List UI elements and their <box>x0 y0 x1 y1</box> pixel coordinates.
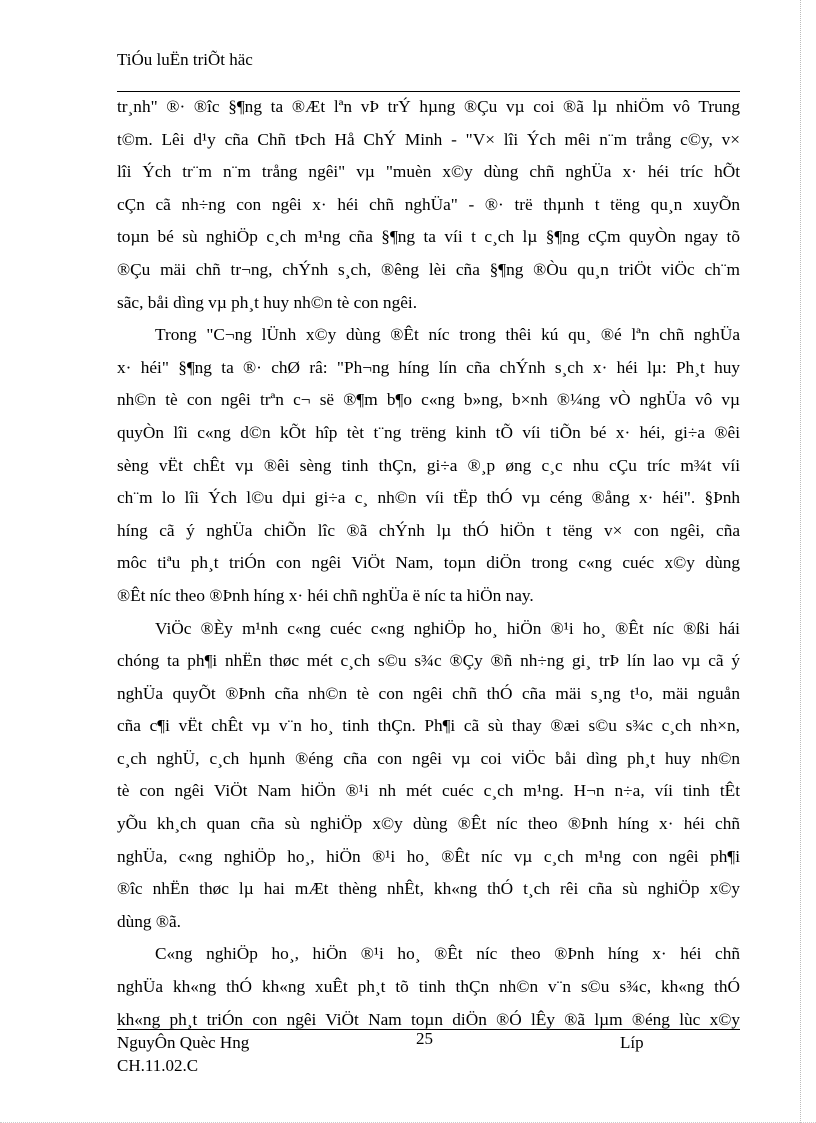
text-line: sãc, båi dìng vµ ph¸t huy nh©n tè con ngêi. <box>117 292 418 312</box>
footer-class-label: Líp <box>620 1033 644 1052</box>
text-line: ®Êt níc theo ®Þnh híng x· héi chñ nghÜa ë níc ta hiÖn nay. <box>117 585 534 605</box>
text-line: x· héi" §¶ng ta ®· chØ râ: "Ph¬ng híng lín cña chÝnh s¸ch x· héi lµ: Ph¸t huy <box>117 357 740 377</box>
text-line: c¸ch nghÜ, c¸ch hµnh ®éng cña con ngêi vµ coi viÖc båi dìng ph¸t huy nh©n <box>117 748 740 768</box>
text-line: ch¨m lo lîi Ých l©u dµi gi÷a c¸ nh©n víi tËp thÓ vµ céng ®ång x· héi". §Þnh <box>117 488 740 508</box>
footer-author: NguyÔn Quèc Hng <box>117 1033 250 1052</box>
text-line: cÇn cã nh÷ng con ngêi x· héi chñ nghÜa" - ®· trë thµnh t tëng qu¸n xuyÕn <box>117 194 740 214</box>
paragraph-3 <box>117 613 740 939</box>
document-body <box>117 91 740 1036</box>
page-number: 25 <box>416 1029 433 1048</box>
text-line: chóng ta ph¶i nhËn thøc mét c¸ch s©u s¾c ®Çy ®ñ nh÷ng gi¸ trÞ lín lao vµ cã ý <box>117 651 740 671</box>
header-title: TiÓu luËn triÕt häc <box>117 50 253 69</box>
text-line: C«ng nghiÖp ho¸, hiÖn ®¹i ho¸ ®Êt níc theo ®Þnh híng x· héi chñ <box>155 944 740 964</box>
text-line: nghÜa kh«ng thÓ kh«ng xuÊt ph¸t tõ tinh thÇn nh©n v¨n s©u s¾c, kh«ng thÓ <box>117 977 740 997</box>
text-line: nh©n tè con ngêi trªn c¬ së ®¶m b¶o c«ng b»ng, b×nh ®¼ng vÒ nghÜa vô vµ <box>117 390 740 410</box>
text-line: quyÒn lîi c«ng d©n kÕt hîp tèt t¨ng trëng kinh tÕ víi tiÕn bé x· héi, gi÷a ®êi <box>117 422 740 442</box>
text-line: ®îc nhËn thøc lµ hai mÆt thèng nhÊt, kh«ng thÓ t¸ch rêi cña sù nghiÖp x©y <box>117 879 740 899</box>
text-line: lîi Ých tr¨m n¨m trång ngêi" vµ "muèn x©y dùng chñ nghÜa x· héi tríc hÕt <box>117 162 740 182</box>
text-line: ViÖc ®Èy m¹nh c«ng cuéc c«ng nghiÖp ho¸ hiÖn ®¹i ho¸ ®Êt níc ®ßi hái <box>155 618 740 638</box>
text-line: t©m. Lêi d¹y cña Chñ tÞch Hå ChÝ Minh - "V× lîi Ých mêi n¨m trång c©y, v× <box>117 129 740 149</box>
paragraph-1 <box>117 91 740 319</box>
text-line: kh«ng ph¸t triÓn con ngêi ViÖt Nam toµn diÖn ®Ó lÊy ®ã lµm ®éng lùc x©y <box>117 1009 740 1029</box>
text-line: cña c¶i vËt chÊt vµ v¨n ho¸ tinh thÇn. Ph¶i cã sù thay ®æi s©u s¾c c¸ch nh×n, <box>117 716 740 736</box>
paragraph-2 <box>117 319 740 612</box>
text-line: toµn bé sù nghiÖp c¸ch m¹ng cña §¶ng ta víi t c¸ch lµ §¶ng cÇm quyÒn ngay tõ <box>117 227 740 247</box>
text-line: nghÜa, c«ng nghiÖp ho¸, hiÖn ®¹i ho¸ ®Êt níc vµ c¸ch m¹ng con ngêi ph¶i <box>117 846 740 866</box>
text-line: sèng vËt chÊt vµ ®êi sèng tinh thÇn, gi÷a ®¸p øng c¸c nhu cÇu tríc m¾t víi <box>117 455 740 475</box>
text-line: nghÜa quyÕt ®Þnh cña nh©n tè con ngêi chñ thÓ cña mäi s¸ng t¹o, mäi nguån <box>117 683 740 703</box>
text-line: tr¸nh" ®· ®îc §¶ng ta ®Æt lªn vÞ trÝ hµng ®Çu vµ coi ®ã lµ nhiÖm vô Trung <box>117 97 740 116</box>
text-line: Trong "C¬ng lÜnh x©y dùng ®Êt níc trong thêi kú qu¸ ®é lªn chñ nghÜa <box>155 325 740 345</box>
footer-class-code: CH.11.02.C <box>117 1056 199 1075</box>
text-line: dùng ®ã. <box>117 911 182 931</box>
paragraph-4 <box>117 938 740 1036</box>
text-line: tè con ngêi ViÖt Nam hiÖn ®¹i nh mét cuéc c¸ch m¹ng. H¬n n÷a, víi tinh tÊt <box>117 781 740 801</box>
text-line: híng cã ý nghÜa chiÕn lîc ®ã chÝnh lµ thÓ hiÖn t tëng v× con ngêi, cña <box>117 520 740 540</box>
text-line: yÕu kh¸ch quan cña sù nghiÖp x©y dùng ®Êt níc theo ®Þnh híng x· héi chñ <box>117 814 740 834</box>
page-edge-right <box>800 0 801 1123</box>
text-line: ®Çu mäi chñ tr¬ng, chÝnh s¸ch, ®êng lèi cña §¶ng ®Òu qu¸n triÖt viÖc ch¨m <box>117 259 740 279</box>
text-line: môc tiªu ph¸t triÓn con ngêi ViÖt Nam, toµn diÖn trong c«ng cuéc x©y dùng <box>117 553 740 573</box>
